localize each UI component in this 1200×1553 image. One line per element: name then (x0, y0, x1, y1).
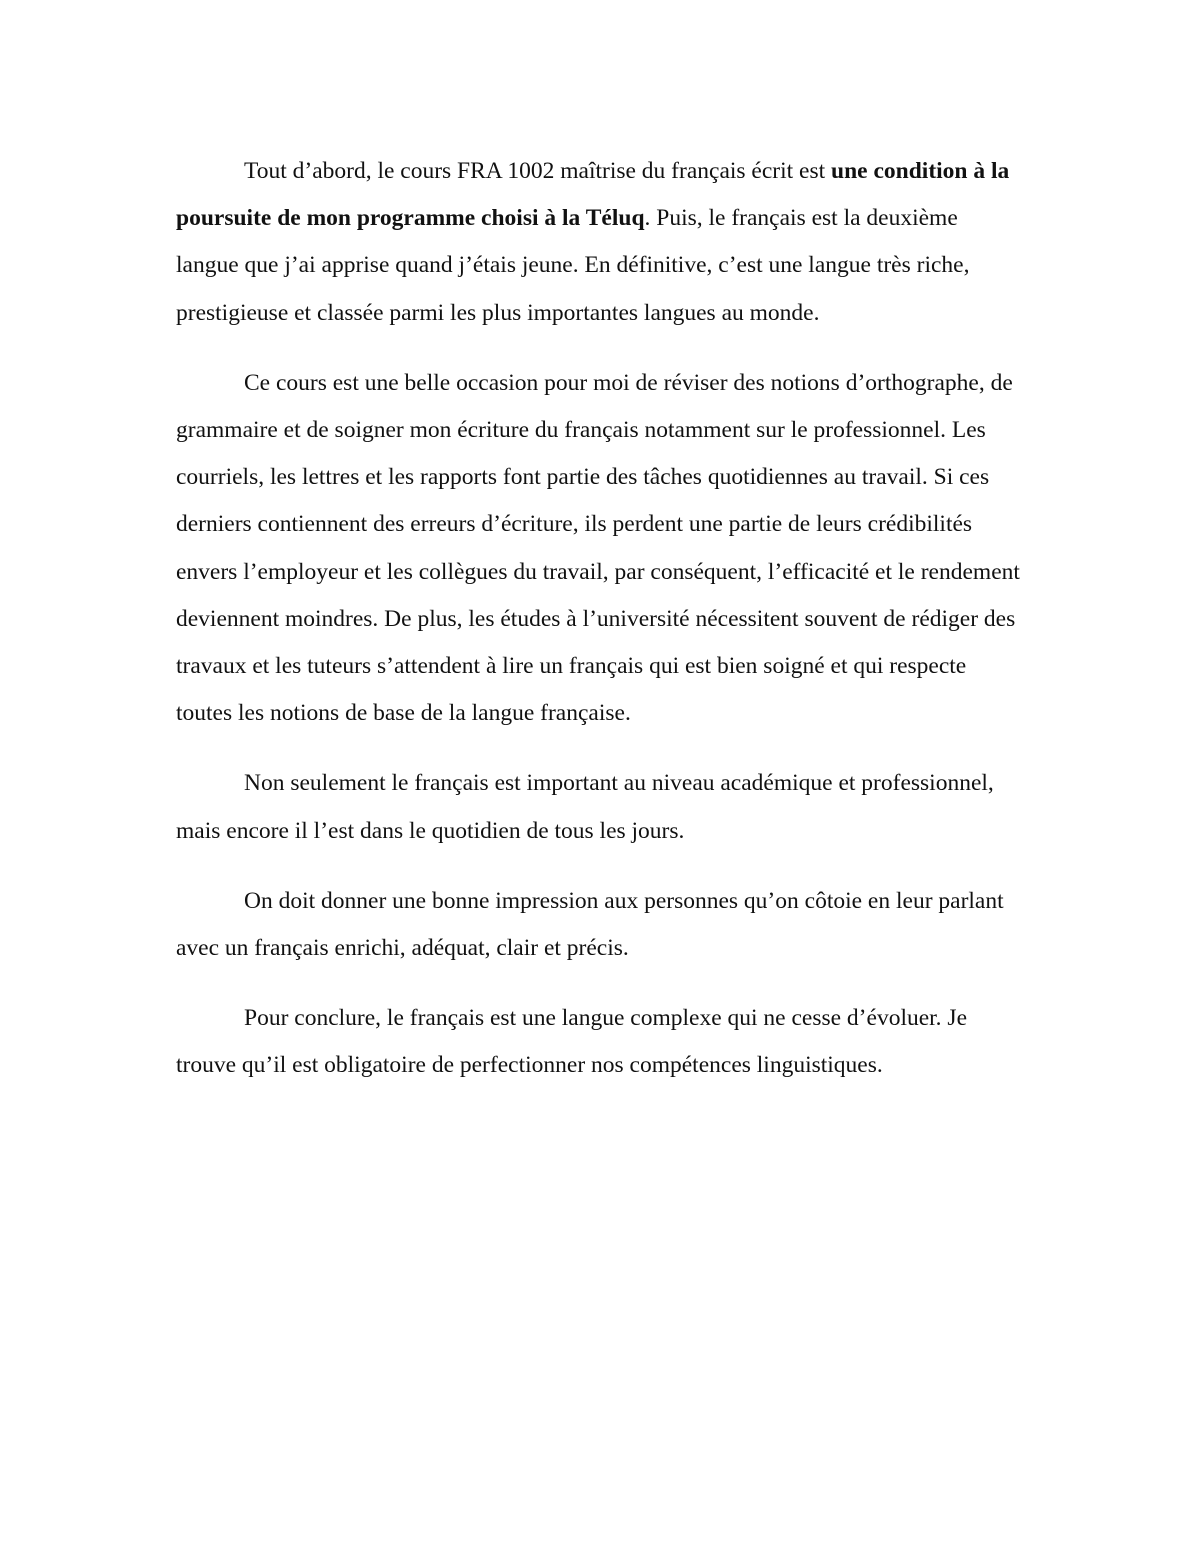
paragraph-good-impression: On doit donner une bonne impression aux personnes qu’on côtoie en leur parlant avec un français enrichi, adéquat, clair et précis. (176, 887, 1004, 962)
paragraph-conclusion: Pour conclure, le français est une langue complexe qui ne cesse d’évoluer. Je trouve qu’il est obligatoire de perfectionner nos compétences linguistiques. (176, 1005, 968, 1079)
paragraph-introduction (176, 148, 1026, 337)
document-body (176, 148, 1026, 1113)
paragraph-daily-importance: Non seulement le français est important au niveau académique et professionnel, mais encore il l’est dans le quotidien de tous les jours. (176, 770, 994, 844)
intro-text-end: . Puis, le français est la deuxième langue que j’ai apprise quand j’étais jeune. En définitive, c’est une langue très riche, prestigieuse et classée parmi les plus importantes langues au monde. (176, 205, 970, 326)
intro-text-start: Tout d’abord, le cours FRA 1002 maîtrise du français écrit est (244, 158, 832, 184)
paragraph-course-opportunity: Ce cours est une belle occasion pour moi de réviser des notions d’orthographe, de grammaire et de soigner mon écriture du français notamment sur le professionnel. Les courriels, les lettres et les rapports font partie des tâches quotidiennes au travail. Si ces derniers contiennent des erreurs d’écriture, ils perdent une partie de leurs crédibilités envers l’employeur et les collègues du travail, par conséquent, l’efficacité et le rendement deviennent moindres. De plus, les études à l’université nécessitent souvent de rédiger des travaux et les tuteurs s’attendent à lire un français qui est bien soigné et qui respecte toutes les notions de base de la langue française. (176, 369, 1020, 727)
intro-bold-phrase: une condition à la poursuite de mon programme choisi à la Téluq (176, 158, 1010, 232)
